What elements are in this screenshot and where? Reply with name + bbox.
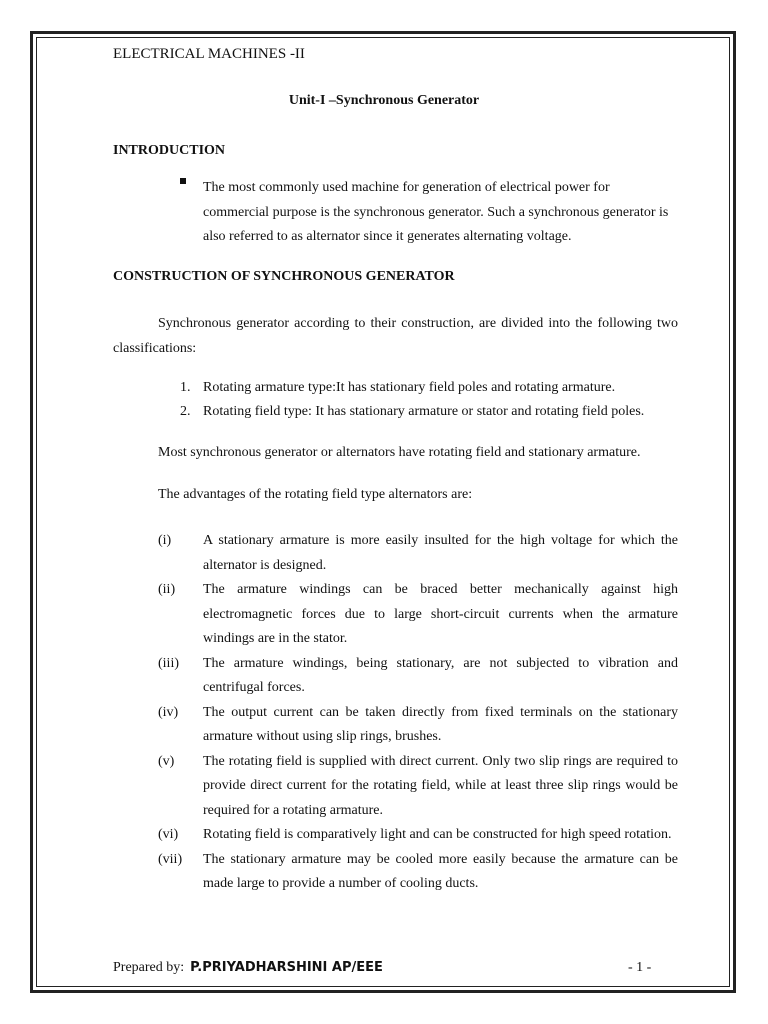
list-item-text: The output current can be taken directly from fixed terminals on the stationary armature without using slip rings, brushes.	[203, 704, 678, 744]
course-header: ELECTRICAL MACHINES -II	[113, 46, 305, 62]
list-item-text: The armature windings can be braced better mechanically against high electromagnetic forces due to large short-circuit currents when the armature windings are in the stator.	[203, 582, 678, 646]
list-item-number: (vii)	[158, 851, 183, 867]
list-item	[160, 376, 680, 400]
list-item-text: Rotating field type: It has stationary armature or stator and rotating field poles.	[203, 404, 645, 419]
list-item-text: The stationary armature may be cooled more easily because the armature can be made large to provide a number of cooling ducts.	[203, 851, 678, 891]
generator-types-list	[160, 376, 680, 424]
list-item	[158, 529, 680, 578]
list-item-text: Rotating armature type:It has stationary field poles and rotating armature.	[203, 380, 616, 395]
list-item-number: 2.	[180, 404, 191, 419]
list-item-number: (v)	[158, 753, 175, 769]
unit-title: Unit-I –Synchronous Generator	[288, 93, 480, 108]
prepared-label: Prepared by:	[113, 960, 185, 975]
most-generators-line: Most synchronous generator or alternators have rotating field and stationary armature.	[158, 445, 641, 460]
construction-heading: CONSTRUCTION OF SYNCHRONOUS GENERATOR	[113, 269, 455, 284]
bullet-icon	[180, 178, 186, 184]
list-item	[158, 750, 680, 824]
list-item	[158, 823, 680, 848]
construction-paragraph	[113, 311, 678, 361]
list-item	[158, 701, 680, 750]
footer-prepared-by	[113, 960, 383, 976]
list-item-text: The armature windings, being stationary, are not subjected to vibration and centrifugal forces.	[203, 655, 678, 695]
intro-bullet-text: The most commonly used machine for generation of electrical power for commercial purpose is the synchronous generator. Such a synchronous generator is also referred to as alternator since it generates alternating voltage.	[203, 180, 669, 244]
list-item-number: 1.	[180, 380, 191, 395]
page-number: - 1 -	[628, 960, 652, 975]
list-item-number: (i)	[158, 533, 172, 548]
list-item-number: (iv)	[158, 704, 179, 720]
list-item	[158, 652, 680, 701]
list-item-text: The rotating field is supplied with direct current. Only two slip rings are required to provide direct current for the rotating field, while at least three slip rings would be required for a rotating armature.	[203, 753, 678, 818]
introduction-heading: INTRODUCTION	[113, 143, 226, 158]
construction-paragraph-text: Synchronous generator according to their construction, are divided into the following two classifications:	[113, 316, 678, 356]
list-item-number: (vi)	[158, 827, 179, 842]
list-item-number: (iii)	[158, 655, 179, 671]
advantages-intro: The advantages of the rotating field type alternators are:	[158, 487, 473, 502]
list-item-text: Rotating field is comparatively light and can be constructed for high speed rotation.	[203, 827, 672, 842]
list-item	[160, 400, 680, 424]
author-name: P.PRIYADHARSHINI AP/EEE	[190, 960, 383, 975]
advantages-list	[158, 529, 680, 897]
list-item	[158, 848, 680, 897]
list-item	[158, 578, 680, 652]
list-item-number: (ii)	[158, 582, 176, 597]
list-item-text: A stationary armature is more easily insulted for the high voltage for which the alternator is designed.	[203, 533, 678, 573]
